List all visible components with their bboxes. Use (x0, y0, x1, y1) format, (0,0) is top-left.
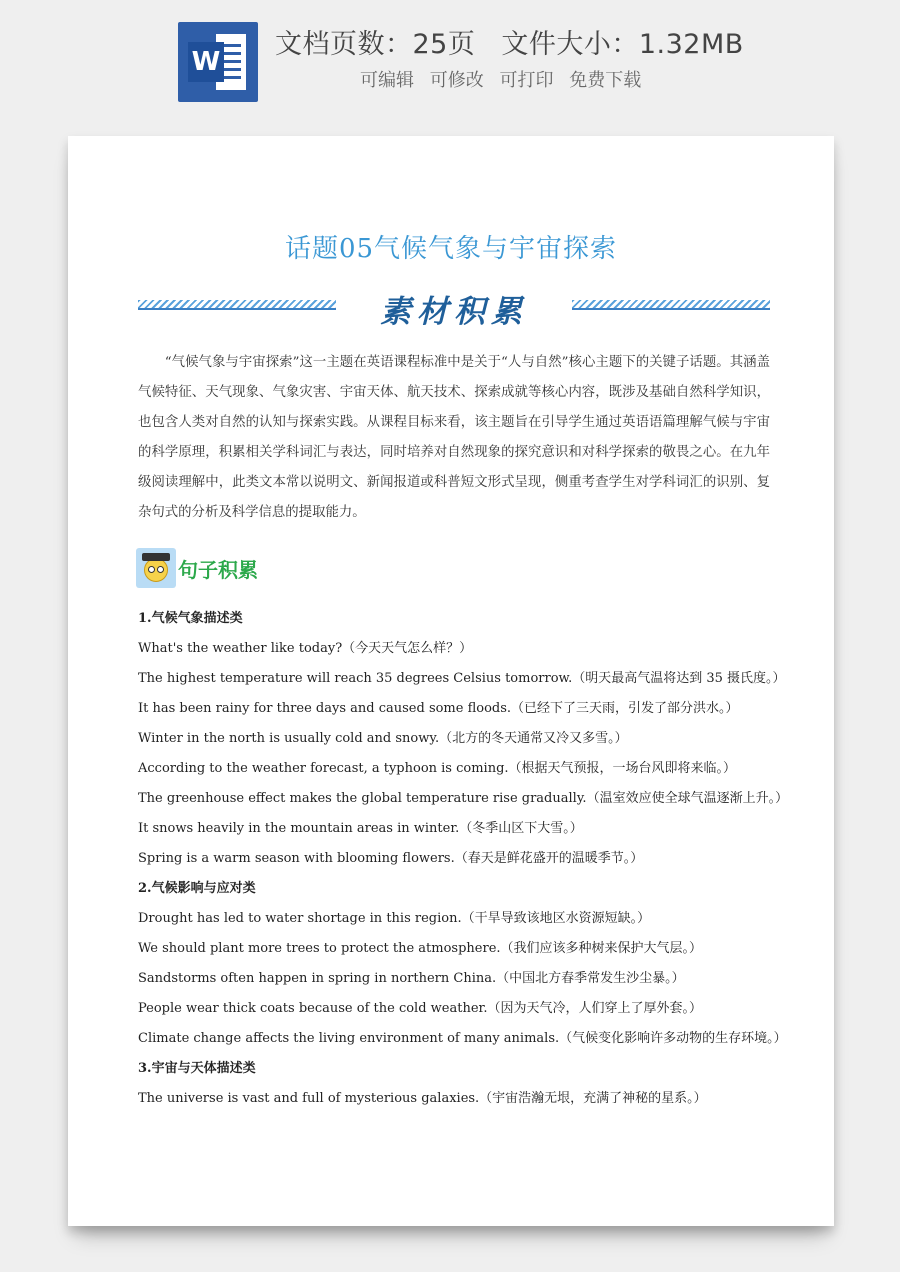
document-title: 话题05气候气象与宇宙探索 (284, 234, 618, 264)
subsection-title: 句子积累 (178, 558, 258, 582)
sentence-line: The greenhouse effect makes the global temperature rise gradually.（温室效应使全球气温逐渐上升。） (138, 791, 789, 806)
page-count: 文档页数：25页 (275, 29, 476, 60)
sentence-line: Sandstorms often happen in spring in northern China.（中国北方春季常发生沙尘暴。） (138, 971, 685, 986)
intro-paragraph: “气候气象与宇宙探索”这一主题在英语课程标准中是关于“人与自然”核心主题下的关键子话题。其涵盖气候特征、天气现象、气象灾害、宇宙天体、航天技术、探索成就等核心内容，既涉及基础自然科学知识，也包含人类对自然的认知与探索实践。从课程目标来看，该主题旨在引导学生通过英语语篇理解气候与宇宙的科学原理，积累相关学科词汇与表达，同时培养对自然现象的探究意识和对科学探索的敬畏之心。在九年级阅读理解中，此类文本常以说明文、新闻报道或科普短文形式呈现，侧重考查学生对学科词汇的识别、复杂句式的分析及科学信息的提取能力。 (138, 355, 770, 520)
download-banner (0, 0, 900, 118)
sentence-line: People wear thick coats because of the cold weather.（因为天气冷，人们穿上了厚外套。） (138, 1001, 702, 1016)
sentence-line: Climate change affects the living environment of many animals.（气候变化影响许多动物的生存环境。） (138, 1031, 787, 1046)
subsection-header (136, 546, 436, 590)
word-letter: W (188, 42, 224, 82)
sentence-line: Drought has led to water shortage in this region.（干旱导致该地区水资源短缺。） (138, 911, 651, 926)
category-heading: 1.气候气象描述类 (138, 611, 243, 626)
sentence-line: What's the weather like today?（今天天气怎么样？） (138, 641, 473, 656)
feature-editable: 可编辑 (360, 70, 414, 91)
section-title: 素材积累 (380, 294, 528, 330)
sentence-line: We should plant more trees to protect the atmosphere.（我们应该多种树来保护大气层。） (138, 941, 703, 956)
file-info (275, 22, 835, 61)
section-banner (138, 286, 770, 330)
sentence-line: The highest temperature will reach 35 degrees Celsius tomorrow.（明天最高气温将达到 35 摄氏度。） (138, 671, 786, 686)
sentence-line: It has been rainy for three days and caused some floods.（已经下了三天雨，引发了部分洪水。） (138, 701, 739, 716)
feature-modifiable: 可修改 (429, 70, 484, 91)
scholar-mascot-icon (136, 548, 176, 588)
sentence-line: Winter in the north is usually cold and snowy.（北方的冬天通常又冷又多雪。） (138, 731, 628, 746)
file-size: 文件大小：1.32MB (501, 29, 744, 60)
word-document-icon (178, 22, 258, 102)
feature-free-download: 免费下载 (569, 70, 642, 91)
feature-printable: 可打印 (499, 70, 554, 91)
sentence-line: Spring is a warm season with blooming flowers.（春天是鲜花盛开的温暖季节。） (138, 851, 644, 866)
sentence-line: According to the weather forecast, a typhoon is coming.（根据天气预报，一场台风即将来临。） (138, 761, 737, 776)
decorative-stripe-right (572, 300, 770, 310)
sentence-list (138, 604, 789, 1114)
feature-list (360, 66, 651, 92)
category-heading: 2.气候影响与应对类 (138, 881, 256, 896)
document-page (68, 136, 834, 1226)
sentence-line: It snows heavily in the mountain areas in winter.（冬季山区下大雪。） (138, 821, 583, 836)
category-heading: 3.宇宙与天体描述类 (138, 1061, 256, 1076)
sentence-line: The universe is vast and full of mysterious galaxies.（宇宙浩瀚无垠，充满了神秘的星系。） (138, 1091, 707, 1106)
